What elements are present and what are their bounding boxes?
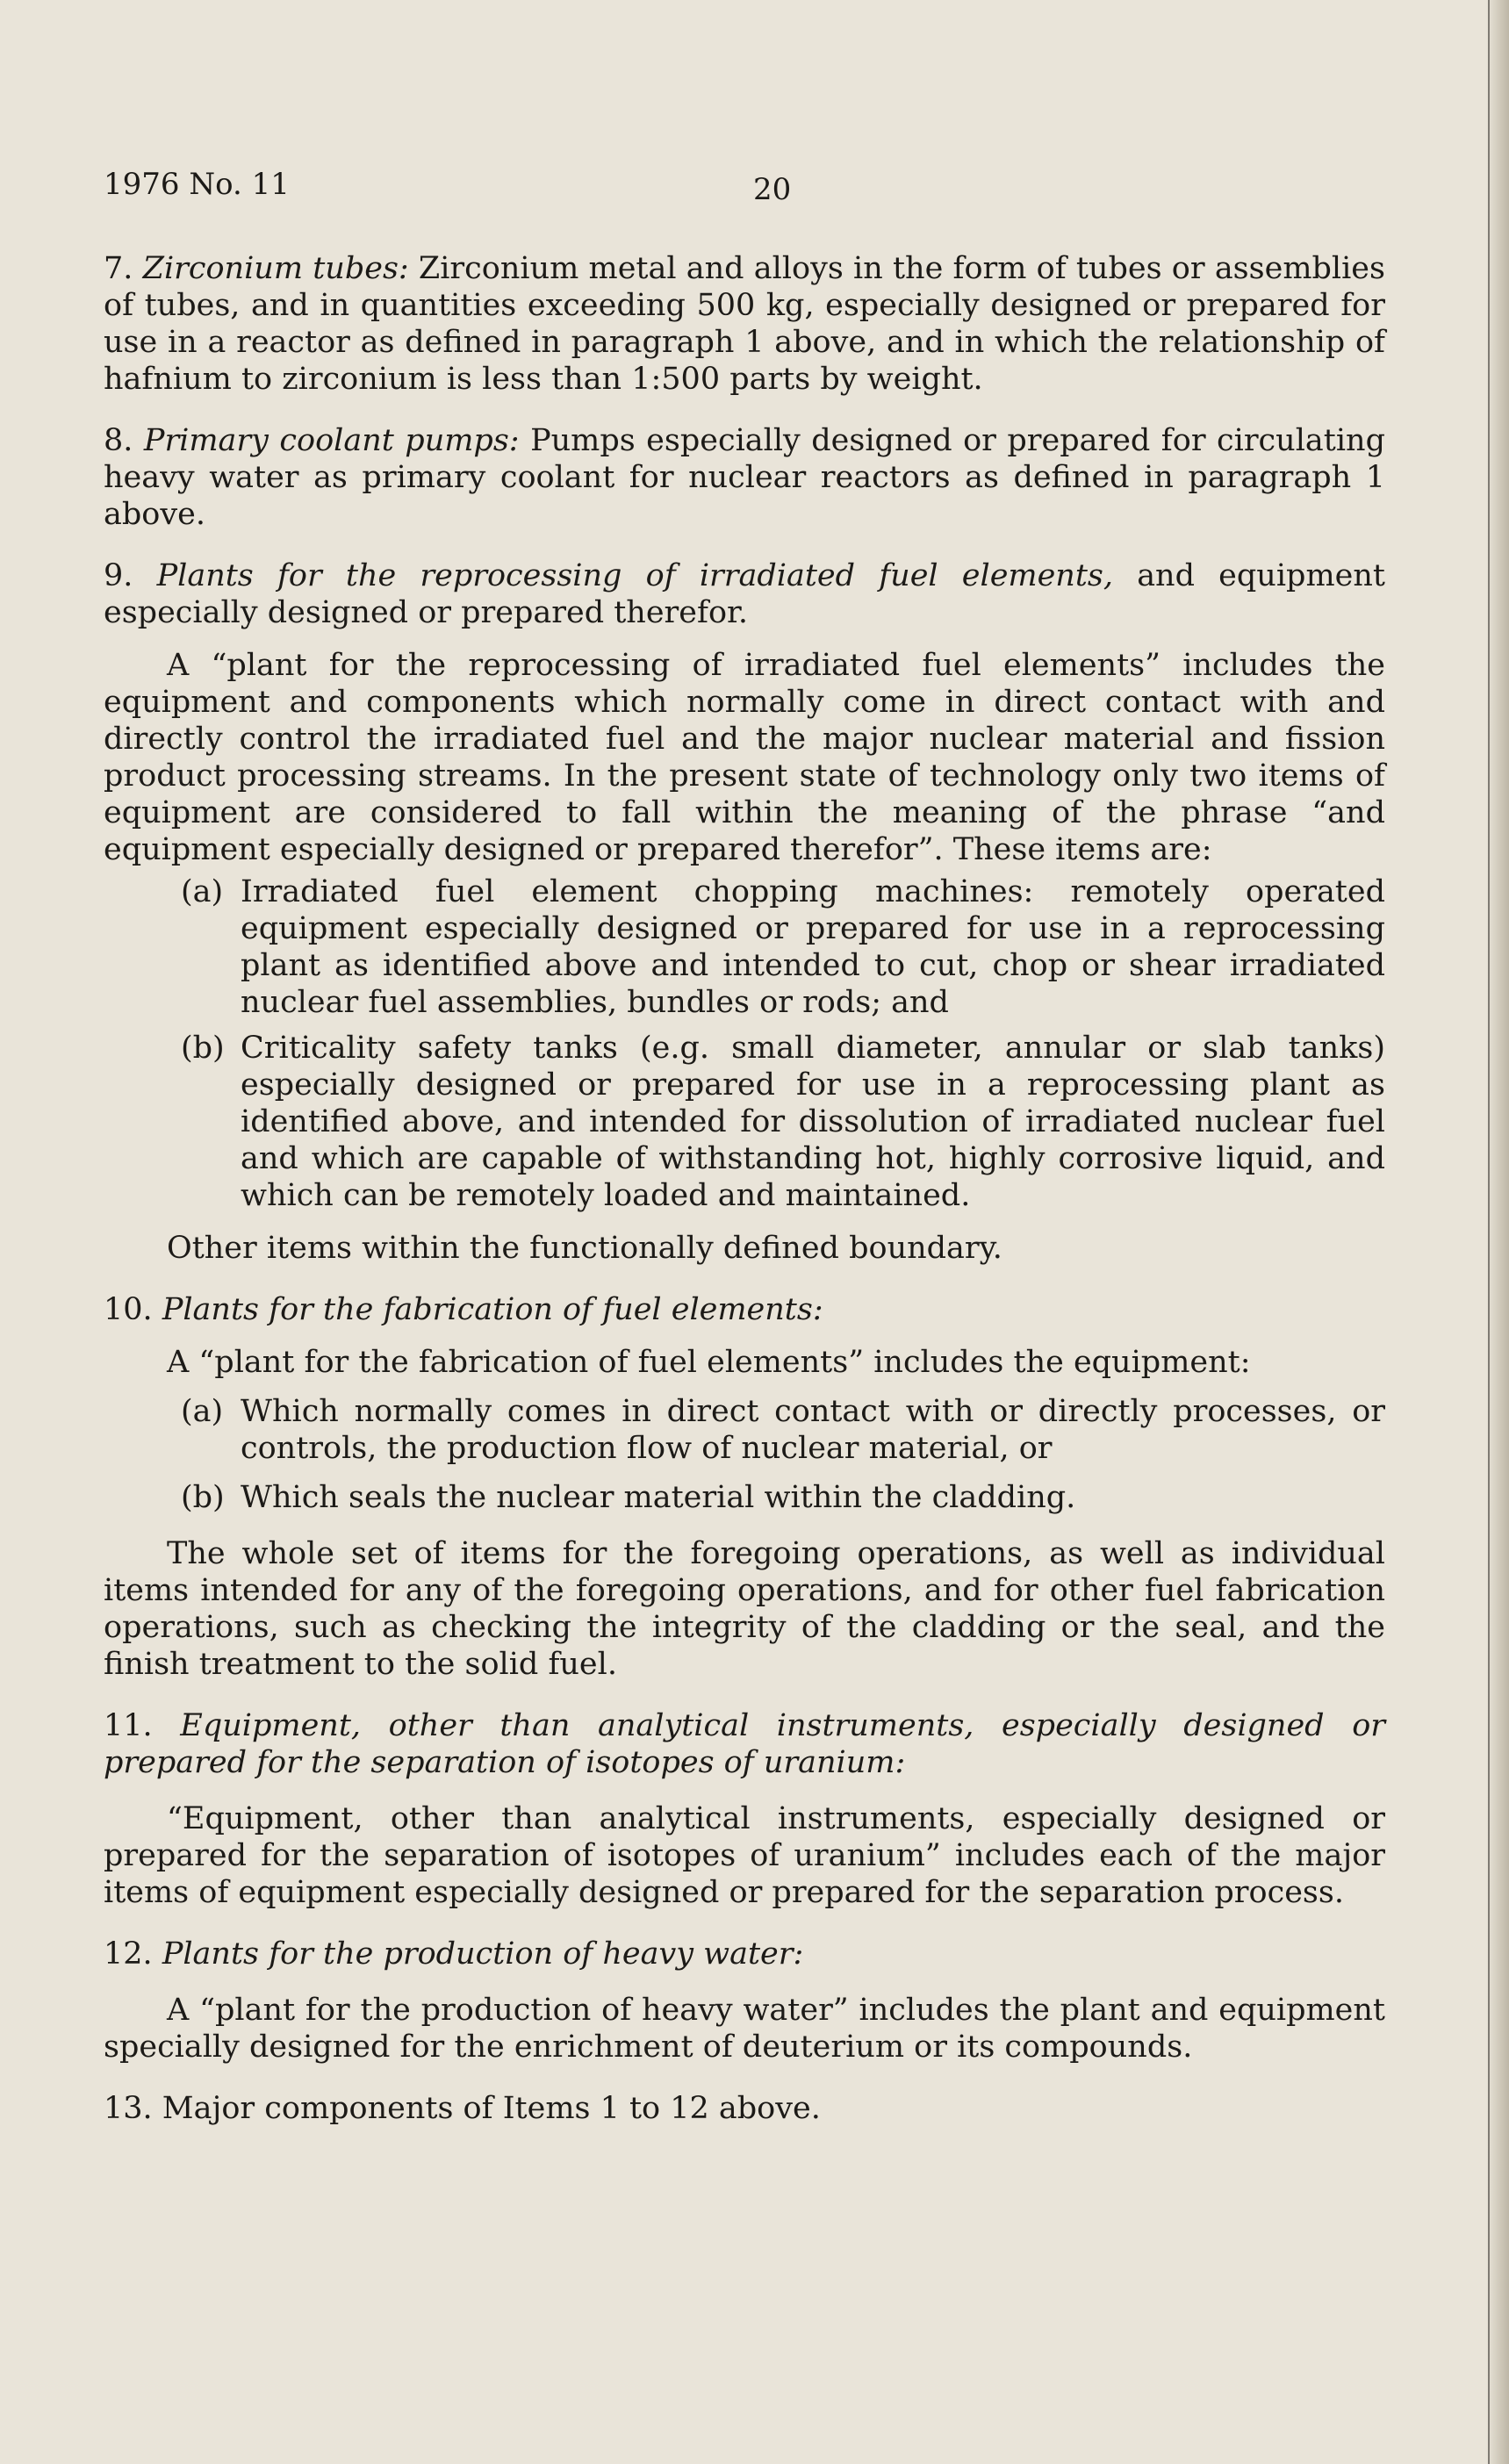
section-11-number: 11. — [104, 1708, 153, 1743]
section-8-number: 8. — [104, 423, 133, 458]
section-9-text: and equipment especially designed or prepared therefor. — [104, 558, 1385, 630]
section-12-number: 12. — [104, 1936, 153, 1972]
section-10-title: Plants for the fabrication of fuel elements: — [162, 1292, 823, 1327]
section-9-title: Plants for the reprocessing of irradiated fuel elements, — [156, 558, 1113, 593]
page-number: 20 — [753, 172, 792, 207]
list-marker: (b) — [181, 1031, 225, 1066]
list-item — [104, 1030, 1385, 1214]
list-item — [104, 873, 1385, 1021]
section-9-other-items: Other items within the functionally defined boundary. — [167, 1231, 1002, 1266]
section-10-paragraph: The whole set of items for the foregoing operations, as well as individual items intended for any of the foregoing operations, and for other fuel fabrication operations, such as checking the integrity of the cladding or the seal, and the finish treatment to the solid fuel. — [104, 1536, 1385, 1682]
section-10-number: 10. — [104, 1292, 153, 1327]
section-7-number: 7. — [104, 251, 133, 286]
list-item — [104, 1479, 1385, 1516]
section-11-paragraph: “Equipment, other than analytical instruments, especially designed or prepared for the separation of isotopes of uranium” includes each of the major items of equipment especially designed or prepared for the separation process. — [104, 1801, 1385, 1910]
section-12 — [104, 1936, 1385, 1972]
section-7-text: Zirconium metal and alloys in the form of tubes or assemblies of tubes, and in quantities exceeding 500 kg, especially designed or prepared for use in a reactor as defined in paragraph 1 above, and in which the relationship of hafnium to zirconium is less than 1:500 parts by weight. — [104, 251, 1385, 397]
section-8-text: Pumps especially designed or prepared for circulating heavy water as primary coolant for nuclear reactors as defined in paragraph 1 above. — [104, 423, 1385, 532]
section-9-paragraph: A “plant for the reprocessing of irradiated fuel elements” includes the equipment and components which normally come in direct contact with and directly control the irradiated fuel and the major nuclear material and fission product processing streams. In the present state of technology only two items of equipment are considered to fall within the meaning of the phrase “and equipment especially designed or prepared therefor”. These items are: — [104, 648, 1385, 867]
list-text: Irradiated fuel element chopping machines: remotely operated equipment especially designed or prepared for use in a reprocessing plant as identified above and intended to cut, chop or shear irradiated nuclear fuel assemblies, bundles or rods; and — [241, 874, 1385, 1020]
section-8-title: Primary coolant pumps: — [143, 423, 520, 458]
list-text: Which seals the nuclear material within the cladding. — [241, 1480, 1076, 1515]
document-body — [104, 250, 1385, 2152]
section-11-title: Equipment, other than analytical instruments, especially designed or prepared for the separation of isotopes of uranium: — [104, 1708, 1385, 1780]
list-marker: (b) — [181, 1480, 225, 1515]
section-9-number: 9. — [104, 558, 133, 593]
binding-line — [1488, 0, 1490, 2464]
section-7 — [104, 250, 1385, 398]
section-11 — [104, 1707, 1385, 1781]
section-7-title: Zirconium tubes: — [142, 251, 409, 286]
list-marker: (a) — [181, 874, 224, 909]
list-text: Which normally comes in direct contact with or directly processes, or controls, the production flow of nuclear material, or — [241, 1394, 1385, 1466]
list-text: Criticality safety tanks (e.g. small diameter, annular or slab tanks) especially designed or prepared for use in a reprocessing plant as identified above, and intended for dissolution of irradiated nuclear fuel and which are capable of withstanding hot, highly corrosive liquid, and which can be remotely loaded and maintained. — [241, 1031, 1385, 1213]
list-item — [104, 1393, 1385, 1467]
series-number: 1976 No. 11 — [104, 167, 290, 202]
section-12-title: Plants for the production of heavy water: — [162, 1936, 804, 1972]
section-8 — [104, 422, 1385, 533]
section-9 — [104, 557, 1385, 631]
section-10 — [104, 1291, 1385, 1328]
list-marker: (a) — [181, 1394, 224, 1429]
section-10-intro: A “plant for the fabrication of fuel elements” includes the equipment: — [167, 1345, 1251, 1380]
page-header — [104, 167, 1385, 205]
section-13: 13. Major components of Items 1 to 12 above. — [104, 2091, 821, 2126]
section-12-paragraph: A “plant for the production of heavy water” includes the plant and equipment specially designed for the enrichment of deuterium or its compounds. — [104, 1993, 1385, 2065]
